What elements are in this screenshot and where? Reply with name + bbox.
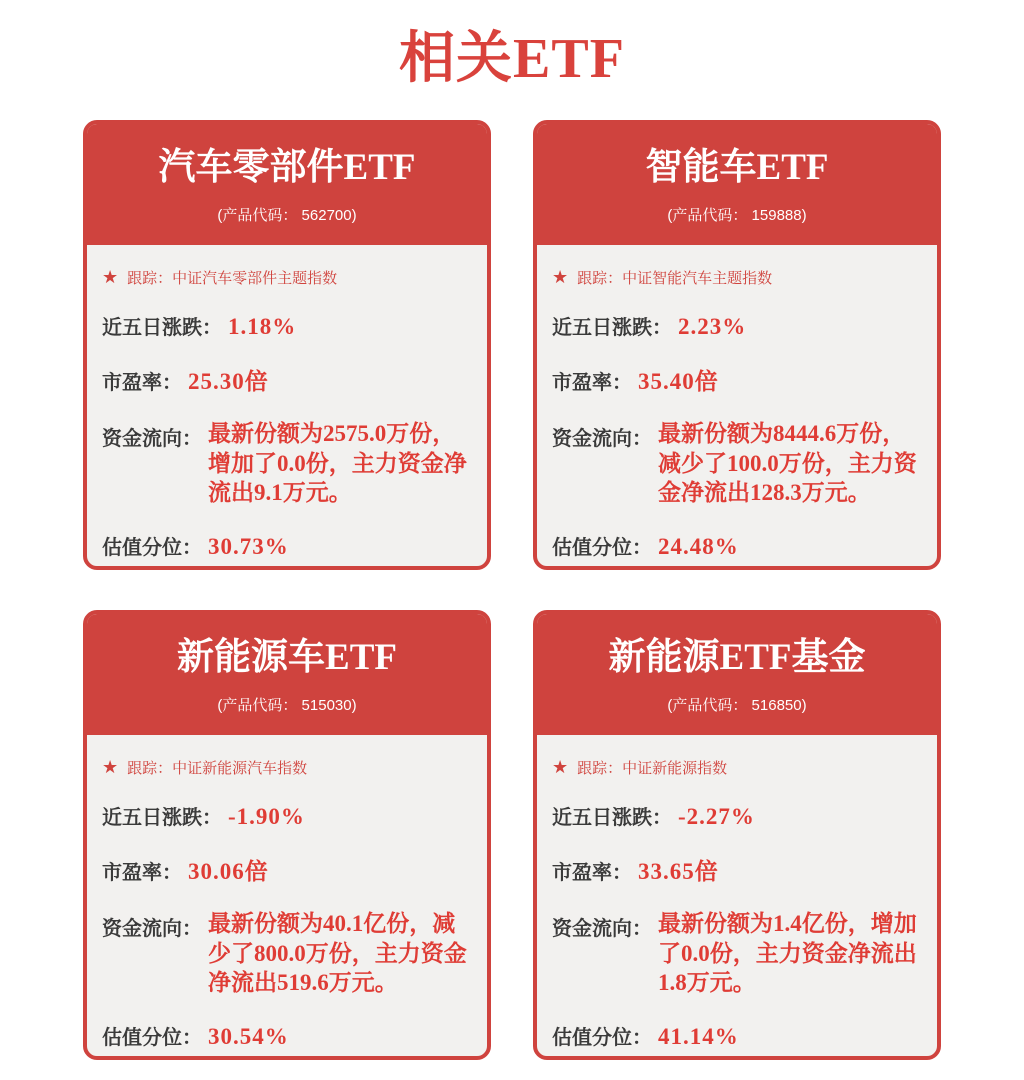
change-5d-value: -2.27% [678, 803, 755, 829]
star-icon: ★ [102, 267, 119, 288]
valuation-value: 30.54% [208, 1024, 289, 1050]
etf-card-auto-parts [83, 120, 491, 570]
change-5d-label: 近五日涨跌： [102, 806, 222, 829]
pe-ratio-label: 市盈率： [552, 861, 632, 884]
capital-flow-value: 最新份额为40.1亿份，减少了800.0万份，主力资金净流出519.6万元。 [208, 910, 467, 996]
etf-name: 新能源ETF基金 [608, 637, 866, 678]
card-body [537, 245, 937, 570]
change-5d-label: 近五日涨跌： [552, 316, 672, 339]
change-5d-row [102, 801, 471, 830]
capital-flow-row [102, 909, 471, 999]
capital-flow-row [552, 419, 921, 509]
valuation-value: 30.73% [208, 534, 289, 560]
pe-ratio-row [102, 853, 471, 886]
tracked-index-name: 中证新能源汽车指数 [172, 759, 308, 777]
product-code: (产品代码： 516850) [667, 696, 807, 714]
pe-ratio-value: 25.30倍 [188, 368, 269, 394]
valuation-row [102, 531, 471, 560]
pe-ratio-label: 市盈率： [552, 371, 632, 394]
product-code: (产品代码： 515030) [217, 696, 357, 714]
card-header [537, 614, 937, 735]
pe-ratio-value: 35.40倍 [638, 368, 719, 394]
valuation-value: 24.48% [658, 534, 739, 560]
track-label: 跟踪： [577, 269, 623, 287]
valuation-label: 估值分位： [552, 537, 652, 560]
valuation-row [552, 531, 921, 560]
tracked-index-name: 中证汽车零部件主题指数 [172, 269, 338, 287]
tracked-index-row [552, 757, 921, 778]
capital-flow-value: 最新份额为1.4亿份，增加了0.0份，主力资金净流出1.8万元。 [658, 910, 917, 996]
card-body [537, 735, 937, 1060]
card-body [87, 735, 487, 1060]
pe-ratio-label: 市盈率： [102, 371, 182, 394]
etf-card-grid [83, 120, 941, 1060]
track-label: 跟踪： [577, 759, 623, 777]
valuation-label: 估值分位： [102, 1027, 202, 1050]
pe-ratio-row [552, 853, 921, 886]
capital-flow-label: 资金流向： [102, 427, 202, 450]
valuation-row [102, 1021, 471, 1050]
change-5d-value: -1.90% [228, 803, 305, 829]
change-5d-value: 1.18% [228, 313, 297, 339]
star-icon: ★ [552, 757, 569, 778]
change-5d-row [552, 311, 921, 340]
pe-ratio-value: 33.65倍 [638, 858, 719, 884]
card-header [87, 124, 487, 245]
etf-name: 智能车ETF [645, 147, 829, 188]
tracked-index-row [102, 757, 471, 778]
etf-card-smart-car [533, 120, 941, 570]
capital-flow-label: 资金流向： [552, 427, 652, 450]
star-icon: ★ [102, 757, 119, 778]
tracked-index-name: 中证新能源指数 [622, 759, 728, 777]
pe-ratio-label: 市盈率： [102, 861, 182, 884]
product-code: (产品代码： 159888) [667, 206, 807, 224]
change-5d-label: 近五日涨跌： [102, 316, 222, 339]
star-icon: ★ [552, 267, 569, 288]
change-5d-row [552, 801, 921, 830]
valuation-label: 估值分位： [102, 537, 202, 560]
capital-flow-label: 资金流向： [102, 917, 202, 940]
capital-flow-value: 最新份额为8444.6万份，减少了100.0万份，主力资金净流出128.3万元。 [658, 420, 917, 506]
change-5d-value: 2.23% [678, 313, 747, 339]
etf-card-new-energy-fund [533, 610, 941, 1060]
valuation-label: 估值分位： [552, 1027, 652, 1050]
etf-name: 新能源车ETF [177, 637, 397, 678]
tracked-index-row [102, 267, 471, 288]
pe-ratio-row [102, 363, 471, 396]
pe-ratio-row [552, 363, 921, 396]
capital-flow-value: 最新份额为2575.0万份，增加了0.0份，主力资金净流出9.1万元。 [208, 420, 467, 506]
change-5d-label: 近五日涨跌： [552, 806, 672, 829]
track-label: 跟踪： [127, 269, 173, 287]
valuation-row [552, 1021, 921, 1050]
valuation-value: 41.14% [658, 1024, 739, 1050]
capital-flow-label: 资金流向： [552, 917, 652, 940]
tracked-index-row [552, 267, 921, 288]
change-5d-row [102, 311, 471, 340]
pe-ratio-value: 30.06倍 [188, 858, 269, 884]
capital-flow-row [552, 909, 921, 999]
product-code: (产品代码： 562700) [217, 206, 357, 224]
card-header [537, 124, 937, 245]
capital-flow-row [102, 419, 471, 509]
track-label: 跟踪： [127, 759, 173, 777]
etf-name: 汽车零部件ETF [158, 147, 416, 188]
etf-card-nev [83, 610, 491, 1060]
card-body [87, 245, 487, 570]
page-title: 相关ETF [399, 28, 625, 90]
tracked-index-name: 中证智能汽车主题指数 [622, 269, 773, 287]
card-header [87, 614, 487, 735]
